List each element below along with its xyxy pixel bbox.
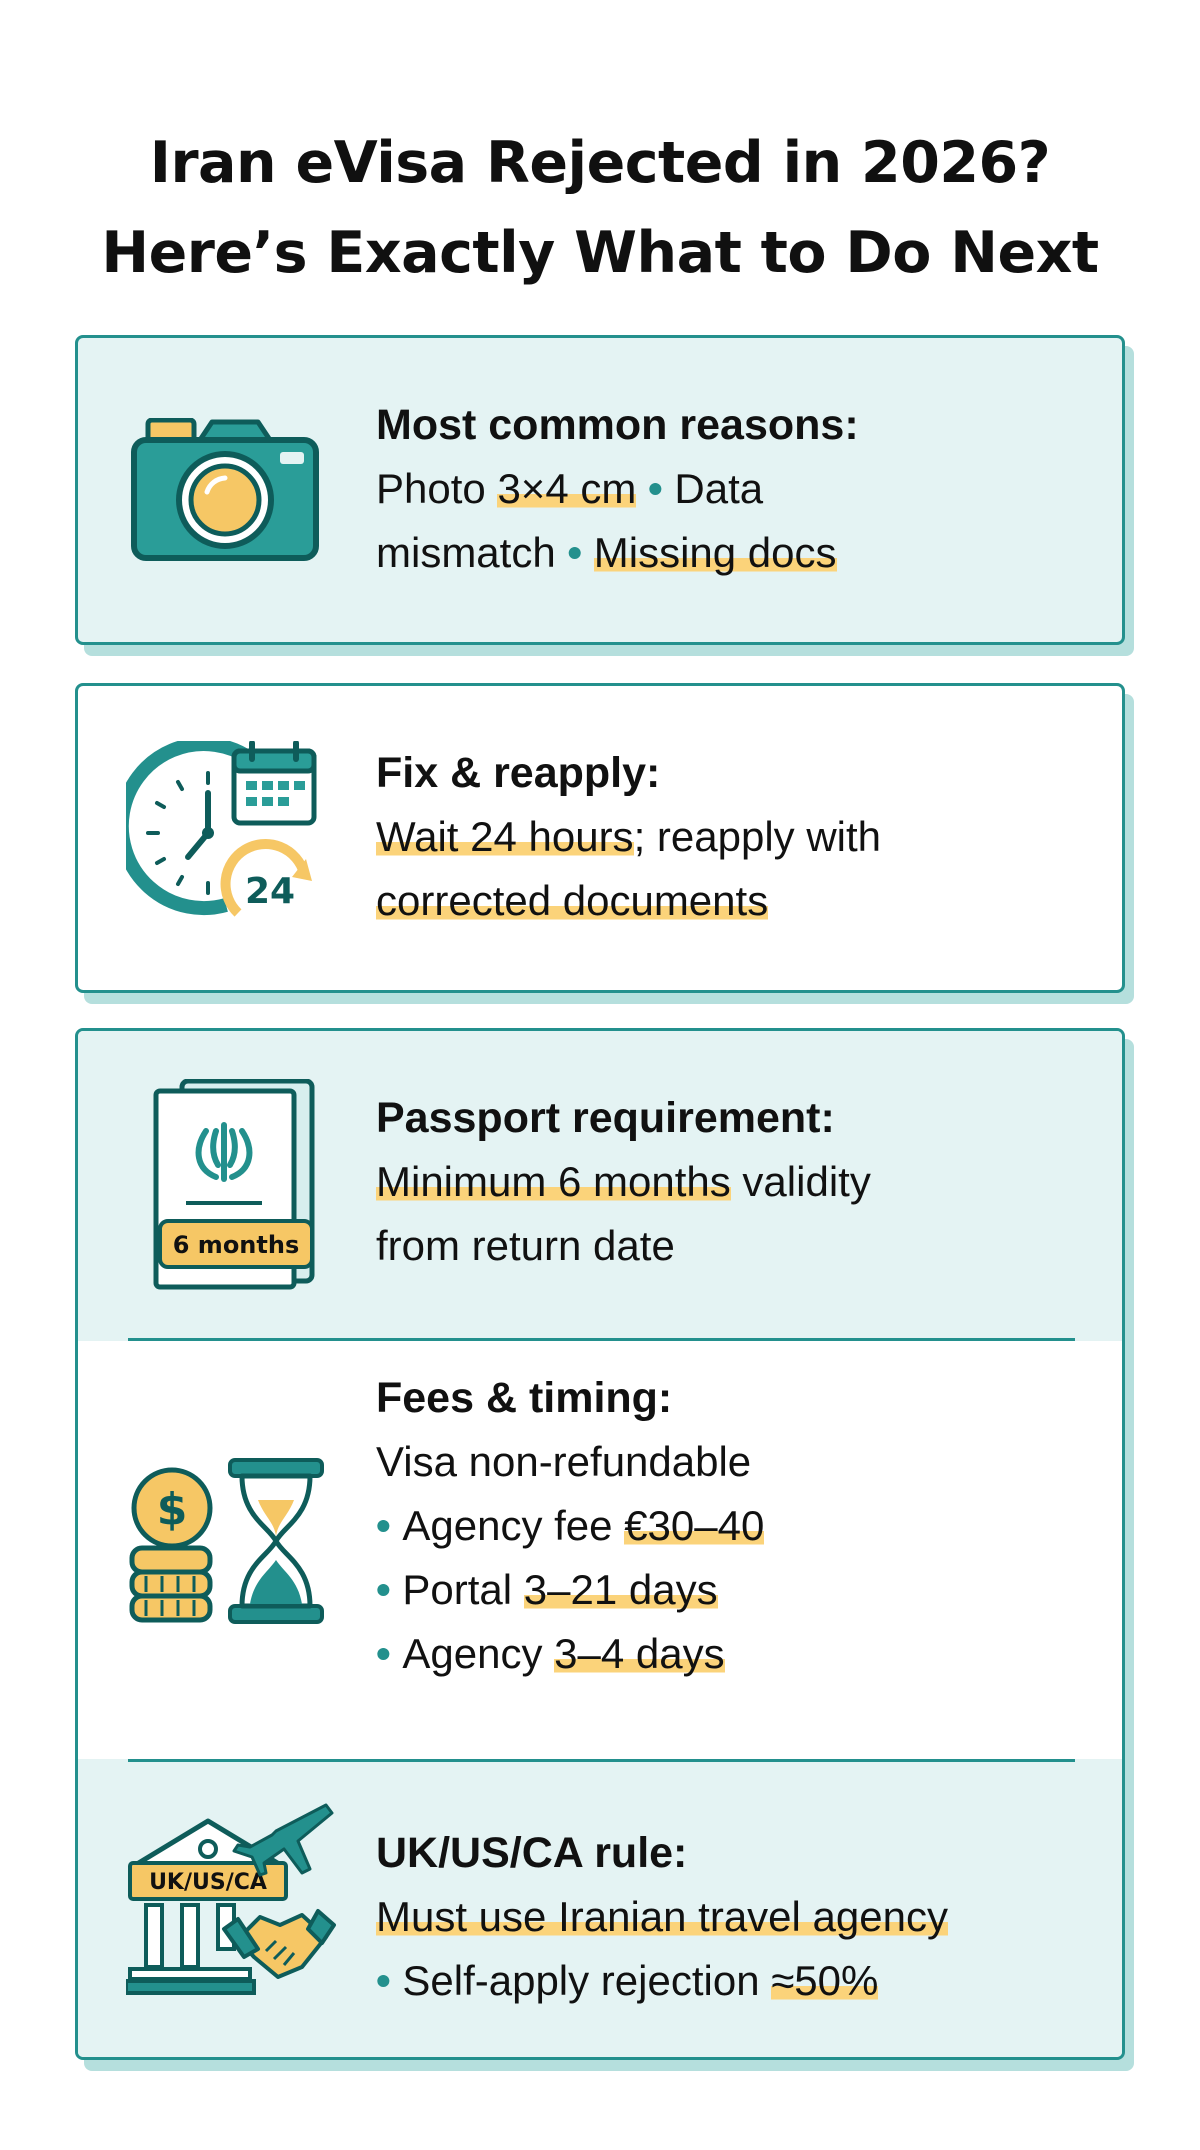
portal-days-highlight: 3–21 days (523, 1566, 718, 1613)
fees-heading: Fees & timing: (376, 1374, 673, 1422)
agency-label: Agency (402, 1630, 555, 1677)
reasons-heading: Most common reasons: (376, 401, 859, 449)
list-item: • Portal 3–21 days (376, 1566, 718, 1613)
passport-text-1: validity (730, 1158, 871, 1205)
title-line-2: Here’s Exactly What to Do Next (101, 220, 1099, 286)
fix-text (376, 741, 1102, 933)
clock-calendar-24-icon (126, 741, 326, 941)
agency-fee-label: Agency fee (402, 1502, 625, 1549)
details-card (75, 1028, 1125, 2060)
rule-heading: UK/US/CA rule: (376, 1829, 688, 1877)
agency-fee-highlight: €30–40 (624, 1502, 765, 1549)
section-divider (128, 1338, 1075, 1341)
rejection-rate-highlight: ≈50% (771, 1957, 879, 2004)
passport-icon (146, 1079, 321, 1294)
bullet-separator: • (636, 465, 675, 512)
fix-heading: Fix & reapply: (376, 749, 661, 797)
photo-size-highlight: 3×4 cm (497, 465, 637, 512)
reasons-text-3: mismatch (376, 529, 556, 576)
camera-icon (130, 418, 320, 563)
svg-text:$: $ (156, 1484, 188, 1535)
iranian-agency-highlight: Must use Iranian travel agency (376, 1893, 948, 1940)
list-item: • Agency 3–4 days (376, 1630, 725, 1677)
portal-label: Portal (402, 1566, 524, 1613)
reasons-text-2: Data (674, 465, 764, 512)
list-item: • Agency fee €30–40 (376, 1502, 765, 1549)
bullet-separator: • (555, 529, 594, 576)
agency-days-highlight: 3–4 days (554, 1630, 725, 1677)
fix-text-1: ; reapply with (633, 813, 882, 860)
section-divider (128, 1759, 1075, 1762)
reasons-card (75, 335, 1125, 645)
list-item: • Self-apply rejection ≈50% (376, 1957, 879, 2004)
passport-text (376, 1086, 1102, 1278)
passport-text-2: from return date (376, 1222, 675, 1269)
fees-text-1: Visa non-refundable (376, 1438, 752, 1485)
minimum-highlight: Minimum 6 months (376, 1158, 731, 1205)
page-title (0, 118, 1200, 298)
24-badge: 24 (244, 871, 296, 912)
title-line-1: Iran eVisa Rejected in 2026? (149, 130, 1051, 196)
fix-card (75, 683, 1125, 993)
rule-text (376, 1821, 1102, 2013)
coins-hourglass-icon (128, 1456, 328, 1631)
corrected-docs-highlight: corrected documents (376, 877, 769, 924)
fees-text (376, 1366, 1102, 1686)
uk-us-ca-badge: UK/US/CA (149, 1870, 267, 1895)
six-months-badge: 6 months (172, 1231, 300, 1259)
missing-docs-highlight: Missing docs (593, 529, 837, 576)
passport-heading: Passport requirement: (376, 1094, 835, 1142)
embassy-plane-handshake-icon (126, 1801, 336, 2001)
reasons-text-1: Photo (376, 465, 498, 512)
self-apply-label: Self-apply rejection (402, 1957, 772, 2004)
wait-highlight: Wait 24 hours (376, 813, 634, 860)
reasons-text (376, 393, 1102, 585)
